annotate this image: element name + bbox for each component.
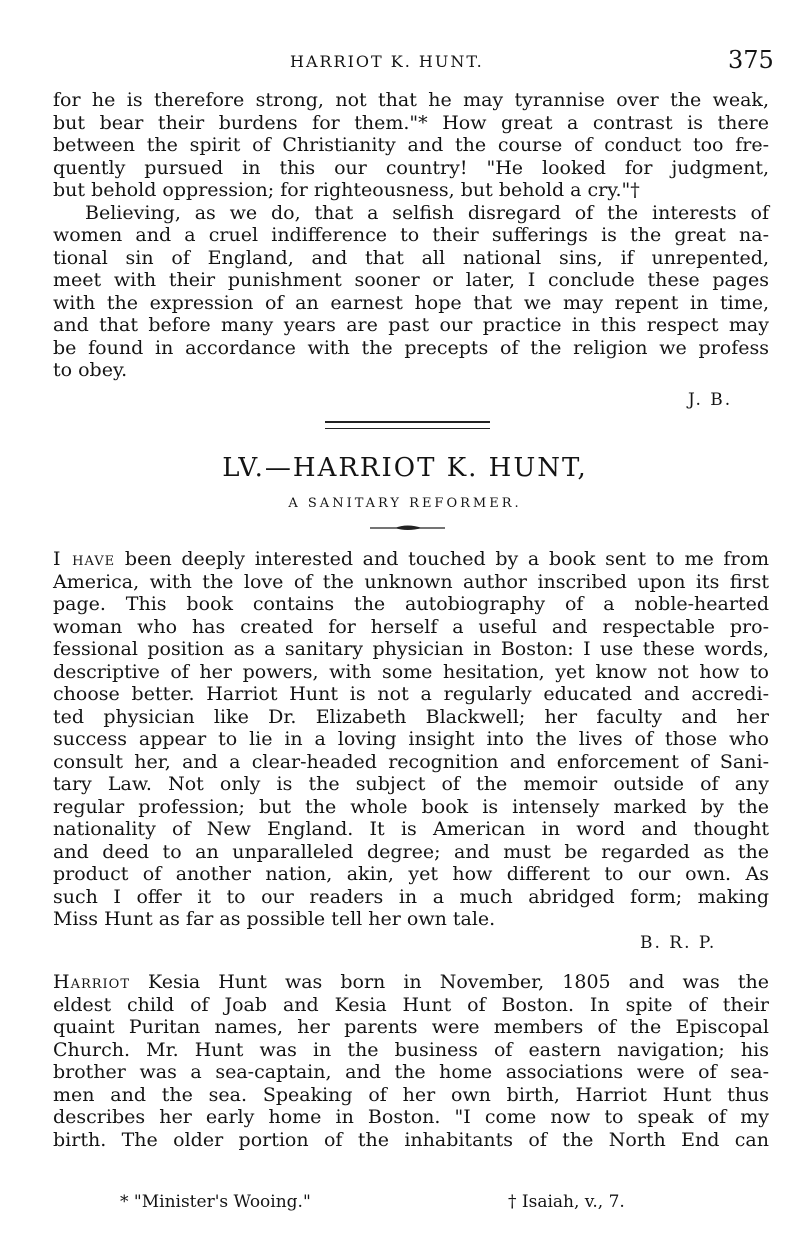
section-closing-paragraphs	[53, 89, 769, 382]
text-line: birth. The older portion of the inhabitants of the North End can	[53, 1128, 769, 1151]
text-line: quently pursued in this our country! "He looked for judgment,	[53, 156, 769, 179]
text-line: women and a cruel indifference to their sufferings is the great na-	[53, 224, 769, 246]
article-subtitle: A SANITARY REFORMER.	[288, 496, 522, 511]
text-line: consult her, and a clear-headed recognition and enforcement of Sani-	[53, 750, 769, 773]
text-line: product of another nation, akin, yet how different to our own. As	[53, 863, 769, 885]
text-line: tary Law. Not only is the subject of the memoir outside of any	[53, 773, 769, 795]
text-line: page. This book contains the autobiography of a noble-hearted	[53, 593, 769, 615]
footnote: † Isaiah, v., 7.	[508, 1192, 625, 1212]
text-line: but bear their burdens for them."* How great a contrast is there	[53, 111, 769, 134]
page-number: 375	[728, 46, 774, 74]
text-line: regular profession; but the whole book is intensely marked by the	[53, 795, 769, 818]
text-line: Believing, as we do, that a selfish disregard of the interests of	[85, 201, 769, 224]
text-line: choose better. Harriot Hunt is not a regularly educated and accredi-	[53, 683, 769, 705]
text-line: fessional position as a sanitary physician in Boston: I use these words,	[53, 638, 769, 660]
text-line: such I offer it to our readers in a much abridged form; making	[53, 885, 769, 908]
text-line: Miss Hunt as far as possible tell her own tale.	[53, 908, 496, 930]
ornament-rule-icon	[370, 522, 445, 534]
running-head	[0, 46, 810, 80]
text-line: tional sin of England, and that all national sins, if unrepented,	[53, 246, 769, 269]
section-divider	[325, 421, 490, 429]
running-title: HARRIOT K. HUNT.	[290, 52, 484, 71]
text-line: with the expression of an earnest hope that we may repent in time,	[53, 291, 769, 314]
text-line: nationality of New England. It is American in word and thought	[53, 818, 769, 840]
text-line: but behold oppression; for righteousness, but behold a cry."†	[53, 179, 640, 201]
text-line: between the spirit of Christianity and the course of conduct too fre-	[53, 134, 769, 156]
text-line: ted physician like Dr. Elizabeth Blackwell; her faculty and her	[53, 705, 769, 728]
text-line: for he is therefore strong, not that he may tyrannise over the weak,	[53, 89, 769, 111]
text-line: brother was a sea-captain, and the home associations were of sea-	[53, 1061, 769, 1083]
text-line: to obey.	[53, 359, 128, 381]
text-line: Harriot Kesia Hunt was born in November, 1805 and was the	[53, 971, 769, 993]
author-signature: J. B.	[688, 390, 733, 410]
text-line: America, with the love of the unknown author inscribed upon its first	[53, 570, 769, 593]
text-line: meet with their punishment sooner or later, I conclude these pages	[53, 269, 769, 291]
article-title: LV.—HARRIOT K. HUNT,	[222, 453, 588, 483]
text-line: woman who has created for herself a useful and respectable pro-	[53, 615, 769, 638]
text-line: and that before many years are past our practice in this respect may	[53, 314, 769, 336]
text-line: Church. Mr. Hunt was in the business of eastern navigation; his	[53, 1038, 769, 1061]
drop-word: I have	[53, 548, 116, 570]
text-line: men and the sea. Speaking of her own birth, Harriot Hunt thus	[53, 1083, 769, 1106]
text-line: describes her early home in Boston. "I come now to speak of my	[53, 1106, 769, 1128]
text-line: I have been deeply interested and touched by a book sent to me from	[53, 548, 769, 570]
text-line: be found in accordance with the precepts of the religion we profess	[53, 336, 769, 359]
text-line: success appear to lie in a loving insight into the lives of those who	[53, 728, 769, 750]
text-line: eldest child of Joab and Kesia Hunt of Boston. In spite of their	[53, 993, 769, 1016]
biography-paragraph	[53, 971, 769, 1151]
editor-signature: B. R. P.	[640, 933, 717, 953]
text-line: and deed to an unparalleled degree; and must be regarded as the	[53, 840, 769, 863]
footnote: * "Minister's Wooing."	[120, 1192, 311, 1212]
drop-word: Harriot	[53, 971, 130, 993]
text-line: quaint Puritan names, her parents were members of the Episcopal	[53, 1016, 769, 1038]
introduction-paragraph	[53, 548, 769, 931]
text-line: descriptive of her powers, with some hesitation, yet know not how to	[53, 660, 769, 683]
